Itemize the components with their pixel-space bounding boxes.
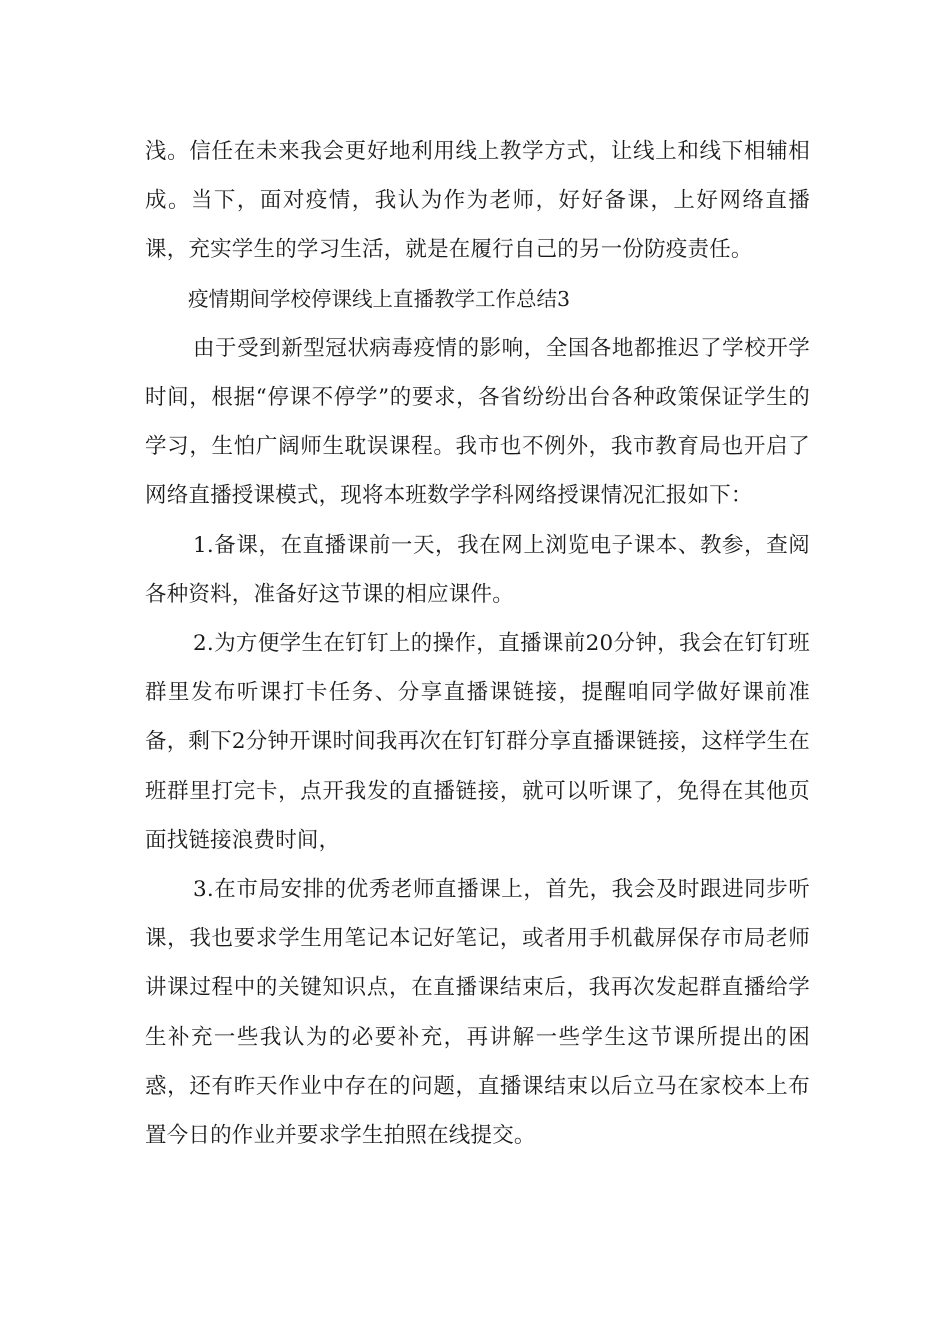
document-body: [145, 127, 810, 1160]
paragraph-item-1: 1.备课，在直播课前一天，我在网上浏览电子课本、教参，查阅各种资料，准备好这节课的相应课件。: [145, 532, 810, 607]
section-heading: 疫情期间学校停课线上直播教学工作总结3: [188, 286, 571, 311]
paragraph-intro: 由于受到新型冠状病毒疫情的影响，全国各地都推迟了学校开学时间，根据“停课不停学”的要求，各省纷纷出台各种政策保证学生的学习，生怕广阔师生耽误课程。我市也不例外，我市教育局也开启了网络直播授课模式，现将本班数学学科网络授课情况汇报如下：: [145, 335, 810, 509]
paragraph-item-3: 3.在市局安排的优秀老师直播课上，首先，我会及时跟进同步听课，我也要求学生用笔记本记好笔记，或者用手机截屏保存市局老师讲课过程中的关键知识点，在直播课结束后，我再次发起群直播给学生补充一些我认为的必要补充，再讲解一些学生这节课所提出的困惑，还有昨天作业中存在的问题，直播课结束以后立马在家校本上布置今日的作业并要求学生拍照在线提交。: [145, 877, 810, 1149]
paragraph-item-2: 2.为方便学生在钉钉上的操作，直播课前20分钟，我会在钉钉班群里发布听课打卡任务、分享直播课链接，提醒咱同学做好课前准备，剩下2分钟开课时间我再次在钉钉群分享直播课链接，这样学生在班群里打完卡，点开我发的直播链接，就可以听课了，免得在其他页面找链接浪费时间，: [145, 631, 810, 853]
paragraph-continuation: 浅。信任在未来我会更好地利用线上教学方式，让线上和线下相辅相成。当下，面对疫情，我认为作为老师，好好备课，上好网络直播课，充实学生的学习生活，就是在履行自己的另一份防疫责任。: [145, 139, 810, 263]
